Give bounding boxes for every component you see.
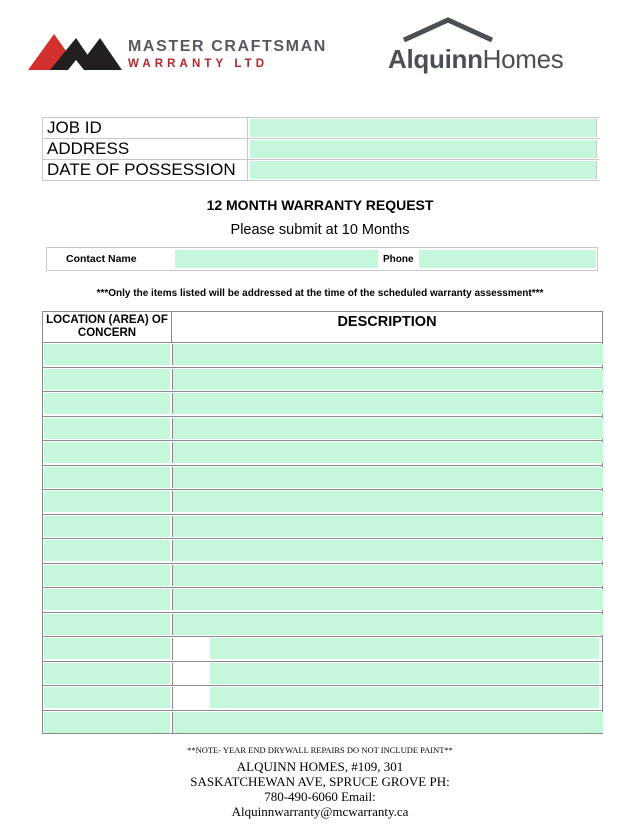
location-header: LOCATION (AREA) OF CONCERN	[46, 314, 168, 339]
table-row	[43, 563, 602, 588]
location-cell[interactable]	[44, 369, 170, 390]
date-of-possession-field[interactable]	[250, 161, 597, 179]
alquinn-homes-wordmark	[388, 44, 564, 75]
job-id-field[interactable]	[250, 119, 597, 137]
description-cell[interactable]	[172, 491, 603, 512]
table-row	[43, 416, 602, 441]
location-cell[interactable]	[44, 393, 170, 414]
table-row	[43, 587, 602, 612]
job-id-label: JOB ID	[42, 118, 248, 138]
description-cell[interactable]	[172, 565, 603, 586]
concern-table-header	[43, 312, 602, 342]
description-header: DESCRIPTION	[171, 312, 602, 342]
table-row	[43, 465, 602, 490]
location-cell[interactable]	[44, 344, 170, 365]
table-row	[43, 342, 602, 367]
warranty-ltd-text: WARRANTY LTD	[128, 58, 269, 70]
phone-label: Phone	[383, 254, 414, 265]
description-cell[interactable]	[172, 467, 603, 488]
contact-name-label: Contact Name	[66, 253, 137, 265]
location-cell[interactable]	[44, 614, 170, 635]
location-cell[interactable]	[44, 687, 170, 708]
table-row	[43, 514, 602, 539]
contact-name-field[interactable]	[175, 250, 378, 268]
description-cell[interactable]	[172, 516, 603, 537]
table-row	[43, 685, 602, 710]
location-cell[interactable]	[44, 712, 170, 733]
contact-box	[46, 247, 598, 271]
date-of-possession-label: DATE OF POSSESSION	[42, 160, 248, 180]
description-blank-cell	[172, 687, 211, 709]
form-subtitle: Please submit at 10 Months	[230, 222, 410, 238]
description-cell[interactable]	[172, 540, 603, 561]
master-craftsman-logo	[28, 30, 327, 74]
description-cell[interactable]	[172, 614, 603, 635]
address-label: ADDRESS	[42, 139, 248, 159]
location-cell[interactable]	[44, 540, 170, 561]
items-note: ***Only the items listed will be addressed at the time of the scheduled warranty assessment***	[96, 288, 544, 299]
location-cell[interactable]	[44, 418, 170, 439]
description-cell[interactable]	[210, 638, 599, 659]
homes-wordmark: Homes	[482, 44, 564, 74]
table-row	[43, 489, 602, 514]
alquinn-wordmark-bold: Alquinn	[388, 44, 483, 74]
table-row	[43, 636, 602, 661]
description-cell[interactable]	[210, 663, 599, 684]
table-row	[43, 612, 602, 637]
footer-phone-line: 780-490-6060 Email:	[264, 789, 376, 804]
footer-email-line: Alquinnwarranty@mcwarranty.ca	[231, 804, 409, 819]
location-cell[interactable]	[44, 589, 170, 610]
location-cell[interactable]	[44, 638, 170, 659]
table-row	[43, 440, 602, 465]
footer-note: **NOTE- YEAR END DRYWALL REPAIRS DO NOT INCLUDE PAINT**	[187, 745, 453, 755]
mountain-peaks-icon	[28, 32, 124, 72]
form-title: 12 MONTH WARRANTY REQUEST	[206, 197, 434, 213]
concern-table	[42, 311, 603, 734]
location-cell[interactable]	[44, 442, 170, 463]
concern-table-body	[43, 342, 602, 734]
description-cell[interactable]	[172, 589, 603, 610]
phone-field[interactable]	[419, 250, 596, 268]
location-cell[interactable]	[44, 565, 170, 586]
footer-address-line-1: ALQUINN HOMES, #109, 301	[236, 759, 404, 774]
description-cell[interactable]	[172, 344, 603, 365]
address-row	[42, 138, 599, 159]
location-cell[interactable]	[44, 491, 170, 512]
master-craftsman-name: MASTER CRAFTSMAN	[128, 38, 327, 55]
location-cell[interactable]	[44, 663, 170, 684]
job-info-table	[42, 117, 599, 181]
location-cell[interactable]	[44, 467, 170, 488]
location-cell[interactable]	[44, 516, 170, 537]
description-cell[interactable]	[172, 442, 603, 463]
description-cell[interactable]	[172, 418, 603, 439]
description-cell[interactable]	[172, 393, 603, 414]
table-row	[43, 661, 602, 686]
table-row	[43, 538, 602, 563]
description-cell[interactable]	[210, 687, 599, 708]
date-of-possession-row	[42, 159, 599, 181]
table-row	[43, 391, 602, 416]
alquinn-homes-logo	[386, 16, 578, 74]
job-id-row	[42, 117, 599, 138]
footer-address-line-2: SASKATCHEWAN AVE, SPRUCE GROVE PH:	[190, 774, 450, 789]
description-blank-cell	[172, 638, 211, 660]
roof-icon	[386, 16, 506, 46]
table-row	[43, 710, 602, 735]
description-cell[interactable]	[172, 369, 603, 390]
description-blank-cell	[172, 663, 211, 685]
description-cell[interactable]	[172, 712, 603, 733]
table-row	[43, 367, 602, 392]
address-field[interactable]	[250, 140, 597, 158]
